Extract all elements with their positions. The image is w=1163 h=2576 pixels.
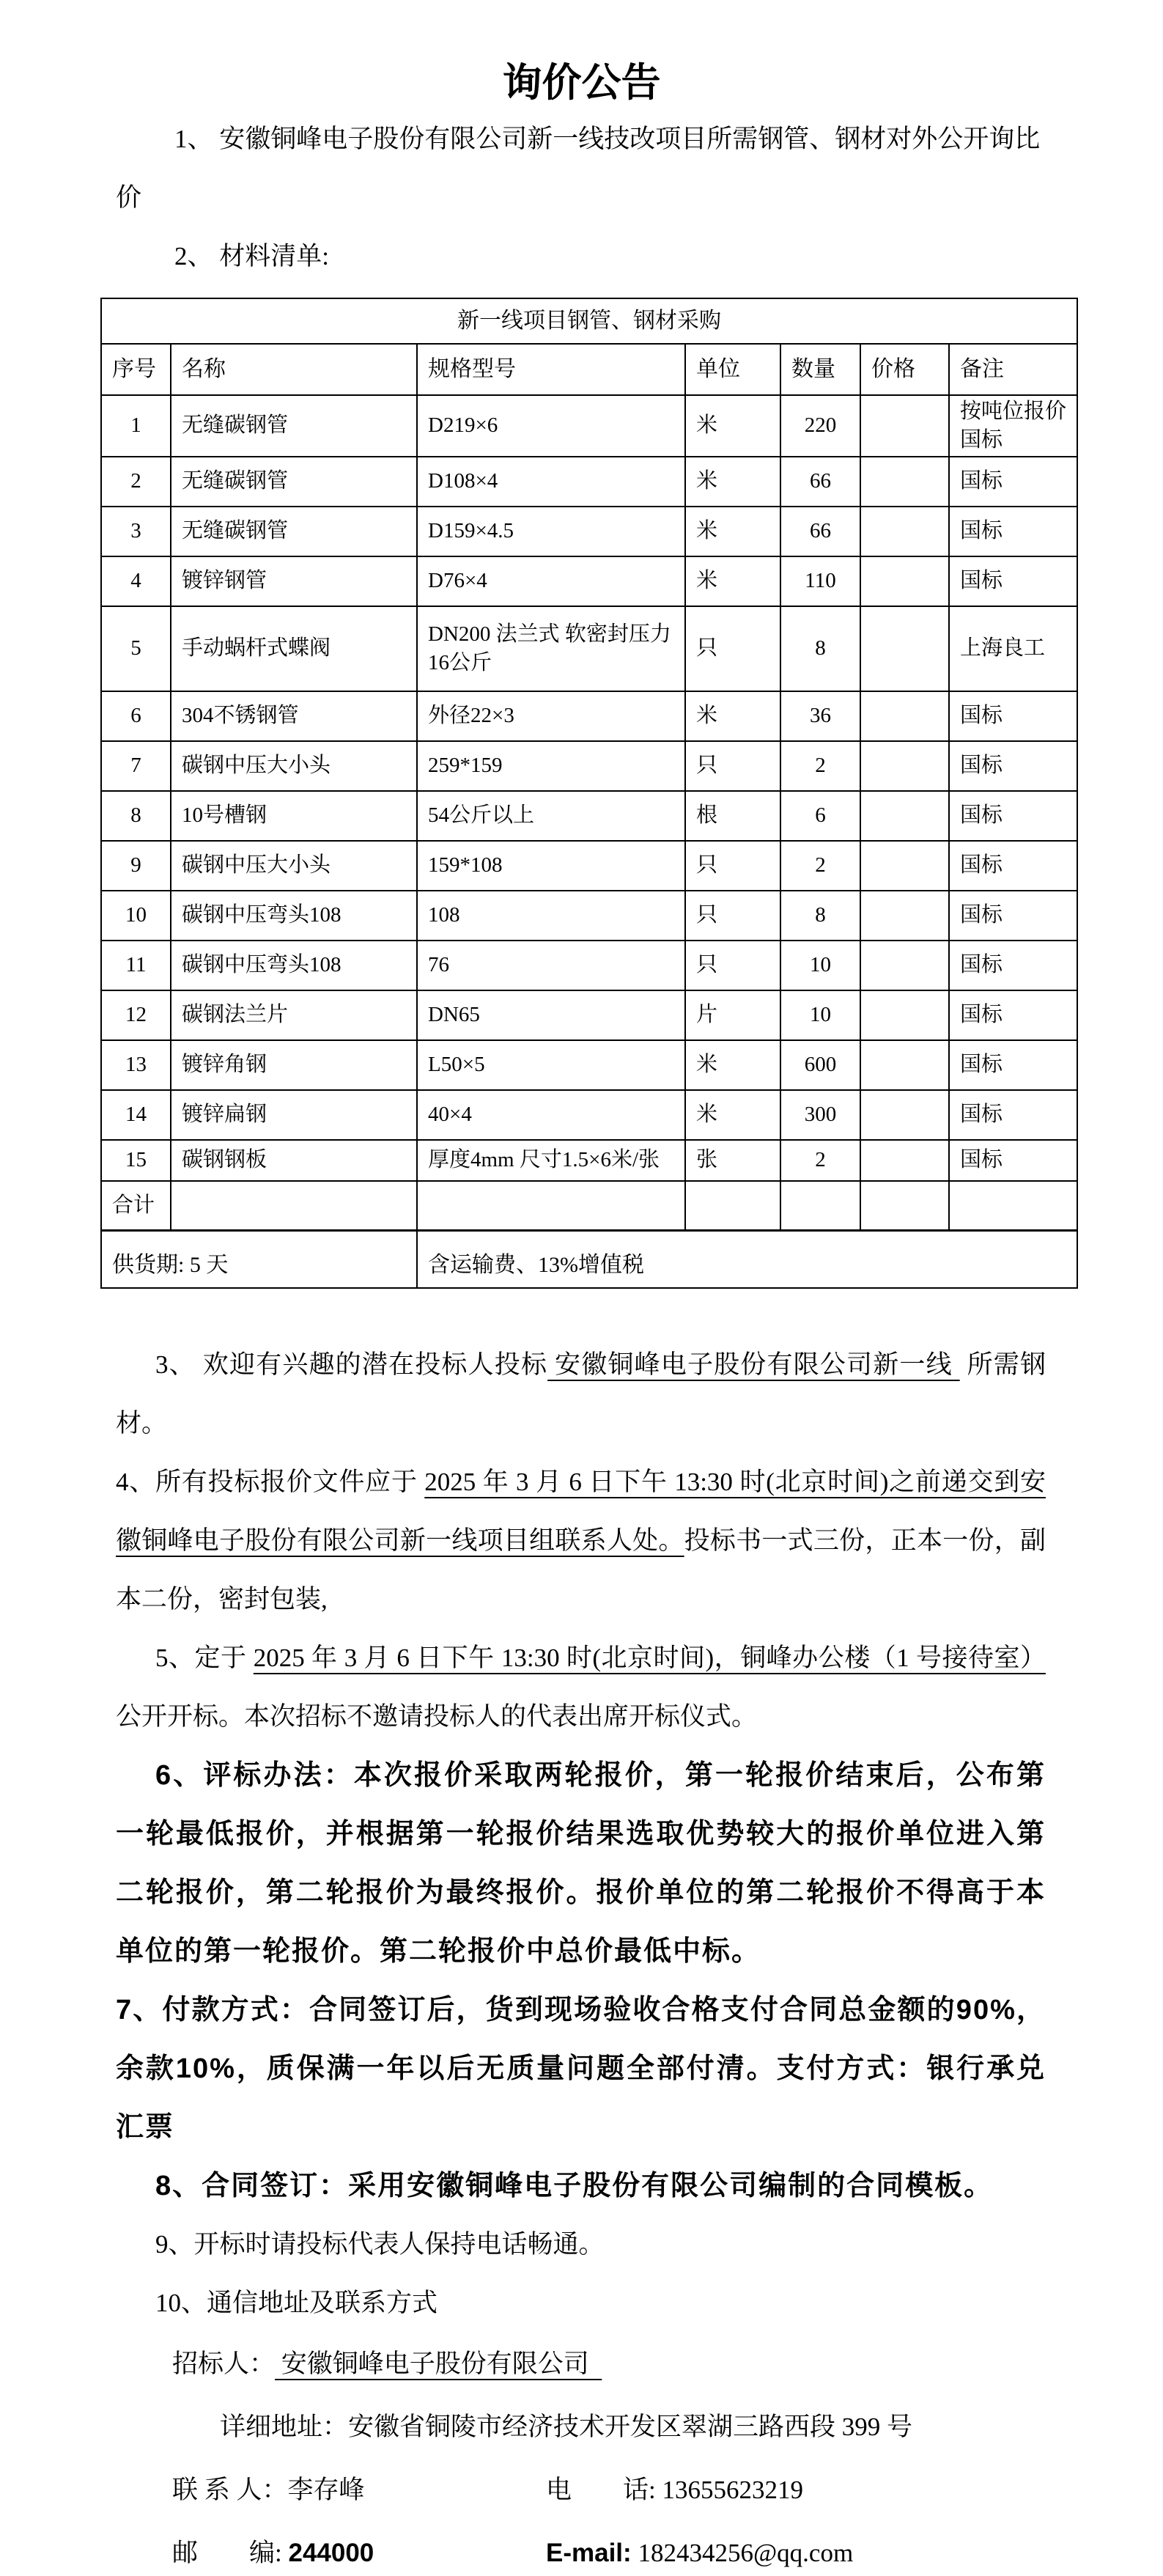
- table-title-row: [101, 298, 1077, 344]
- cell-empty: [171, 1181, 417, 1231]
- table-title: 新一线项目钢管、钢材采购: [101, 298, 1077, 344]
- cell-remark: 国标: [949, 1040, 1077, 1090]
- cell-serial: 13: [101, 1040, 171, 1090]
- header-remark: 备注: [949, 344, 1077, 395]
- cell-qty: 8: [780, 891, 860, 941]
- cell-remark: 国标: [949, 457, 1077, 507]
- cell-qty: 2: [780, 1140, 860, 1181]
- cell-name: 碳钢中压大小头: [171, 741, 417, 791]
- cell-name: 镀锌扁钢: [171, 1090, 417, 1140]
- table-row: [101, 741, 1077, 791]
- cell-name: 碳钢中压大小头: [171, 841, 417, 891]
- cell-name: 304不锈钢管: [171, 691, 417, 741]
- cell-spec: 40×4: [417, 1090, 685, 1140]
- cell-serial: 14: [101, 1090, 171, 1140]
- p3-text-end: 所需钢材。: [116, 1350, 1046, 1438]
- cell-unit: 米: [685, 556, 780, 606]
- cell-price: [860, 556, 949, 606]
- cell-remark: 国标: [949, 1140, 1077, 1181]
- cell-qty: 8: [780, 606, 860, 691]
- header-name: 名称: [171, 344, 417, 395]
- paragraph-5: [116, 1629, 1046, 1746]
- email-label: E-mail:: [546, 2539, 632, 2567]
- header-serial: 序号: [101, 344, 171, 395]
- page-title: 询价公告: [502, 61, 661, 105]
- cell-remark: 国标: [949, 1090, 1077, 1140]
- p5-underlined-opening: 2025 年 3 月 6 日下午 13:30 时(北京时间)，铜峰办公楼（1 号接待室）: [253, 1644, 1046, 1672]
- cell-price: [860, 990, 949, 1040]
- table-row: [101, 841, 1077, 891]
- cell-unit: 米: [685, 691, 780, 741]
- table-row: [101, 556, 1077, 606]
- cell-price: [860, 941, 949, 990]
- cell-serial: 9: [101, 841, 171, 891]
- table-row: [101, 891, 1077, 941]
- cell-spec: 108: [417, 891, 685, 941]
- cell-name: 碳钢法兰片: [171, 990, 417, 1040]
- cell-serial: 3: [101, 507, 171, 556]
- cell-unit: 张: [685, 1140, 780, 1181]
- person-phone-line: [116, 2459, 1046, 2522]
- cell-unit: 只: [685, 891, 780, 941]
- cell-qty: 10: [780, 941, 860, 990]
- cell-empty: [860, 1181, 949, 1231]
- cell-price: [860, 1090, 949, 1140]
- table-footer-row: [101, 1231, 1077, 1289]
- cell-remark: 国标: [949, 507, 1077, 556]
- phone-number: 电 话: 13655623219: [546, 2476, 803, 2504]
- cell-empty: [417, 1181, 685, 1231]
- cell-serial: 10: [101, 891, 171, 941]
- cell-unit: 只: [685, 741, 780, 791]
- bidder-company: 安徽铜峰电子股份有限公司: [275, 2349, 602, 2378]
- cell-name: 无缝碳钢管: [171, 395, 417, 457]
- cell-unit: 米: [685, 1040, 780, 1090]
- cell-unit: 根: [685, 791, 780, 841]
- cell-name: 碳钢中压弯头108: [171, 941, 417, 990]
- table-row: [101, 395, 1077, 457]
- cell-name: 碳钢中压弯头108: [171, 891, 417, 941]
- cell-serial: 7: [101, 741, 171, 791]
- cell-unit: 只: [685, 941, 780, 990]
- table-row: [101, 457, 1077, 507]
- cell-spec: 厚度4mm 尺寸1.5×6米/张: [417, 1140, 685, 1181]
- cell-name: 镀锌钢管: [171, 556, 417, 606]
- cell-spec: D159×4.5: [417, 507, 685, 556]
- paragraph-6: 6、评标办法：本次报价采取两轮报价，第一轮报价结束后，公布第一轮最低报价，并根据第一轮报价结果选取优势较大的报价单位进入第二轮报价，第二轮报价为最终报价。报价单位的第二轮报价不得高于本单位的第一轮报价。第二轮报价中总价最低中标。: [116, 1760, 1046, 1967]
- table-row: [101, 606, 1077, 691]
- cell-price: [860, 606, 949, 691]
- email-item: [546, 2522, 853, 2576]
- p4-text-start: 4、所有投标报价文件应于: [116, 1468, 425, 1496]
- paragraph-8: 8、合同签订：采用安徽铜峰电子股份有限公司编制的合同模板。: [155, 2171, 994, 2201]
- paragraph-7: 7、付款方式：合同签订后，货到现场验收合格支付合同总金额的90%，余款10%，质保满一年以后无质量问题全部付清。支付方式：银行承兑汇票: [116, 1995, 1046, 2143]
- p4-underlined-deadline: 2025 年 3 月 6 日下午 13:30 时(北京时间)之前递交到安徽铜峰电子股份有限公司新一线项目组联系人处。: [116, 1468, 1046, 1555]
- cell-name: 碳钢钢板: [171, 1140, 417, 1181]
- p5-text-start: 5、定于: [155, 1644, 254, 1672]
- cell-qty: 600: [780, 1040, 860, 1090]
- header-qty: 数量: [780, 344, 860, 395]
- table-total-row: [101, 1181, 1077, 1231]
- cell-spec: L50×5: [417, 1040, 685, 1090]
- cell-remark: 国标: [949, 990, 1077, 1040]
- paragraph-10: 10、通信地址及联系方式: [155, 2289, 438, 2317]
- cell-serial: 12: [101, 990, 171, 1040]
- cell-empty: [780, 1181, 860, 1231]
- cell-name: 无缝碳钢管: [171, 457, 417, 507]
- cell-spec: DN65: [417, 990, 685, 1040]
- cell-serial: 2: [101, 457, 171, 507]
- cell-empty: [685, 1181, 780, 1231]
- cell-serial: 15: [101, 1140, 171, 1181]
- cell-qty: 110: [780, 556, 860, 606]
- cell-qty: 2: [780, 841, 860, 891]
- cell-qty: 66: [780, 507, 860, 556]
- paragraph-3: [116, 1336, 1046, 1453]
- cell-spec: 外径22×3: [417, 691, 685, 741]
- cell-serial: 5: [101, 606, 171, 691]
- cell-price: [860, 395, 949, 457]
- cell-remark: 国标: [949, 841, 1077, 891]
- contact-block: [116, 2333, 1046, 2576]
- table-header-row: [101, 344, 1077, 395]
- cell-unit: 米: [685, 507, 780, 556]
- cell-price: [860, 741, 949, 791]
- table-row: [101, 691, 1077, 741]
- cell-remark: 国标: [949, 741, 1077, 791]
- cell-spec: DN200 法兰式 软密封压力16公斤: [417, 606, 685, 691]
- header-price: 价格: [860, 344, 949, 395]
- cell-remark: 国标: [949, 891, 1077, 941]
- table-row: [101, 1040, 1077, 1090]
- cell-price: [860, 507, 949, 556]
- paragraph-9: 9、开标时请投标代表人保持电话畅通。: [155, 2230, 605, 2259]
- cell-unit: 米: [685, 1090, 780, 1140]
- cell-spec: D219×6: [417, 395, 685, 457]
- cell-serial: 11: [101, 941, 171, 990]
- tax-note: 含运输费、13%增值税: [417, 1231, 1077, 1289]
- cell-name: 镀锌角钢: [171, 1040, 417, 1090]
- cell-price: [860, 791, 949, 841]
- supply-period: 供货期: 5 天: [101, 1231, 417, 1289]
- cell-spec: 76: [417, 941, 685, 990]
- cell-spec: 259*159: [417, 741, 685, 791]
- cell-name: 手动蜗杆式蝶阀: [171, 606, 417, 691]
- address-line: 详细地址：安徽省铜陵市经济技术开发区翠湖三路西段 399 号: [220, 2413, 913, 2441]
- cell-price: [860, 1040, 949, 1090]
- cell-price: [860, 691, 949, 741]
- cell-spec: 159*108: [417, 841, 685, 891]
- cell-serial: 1: [101, 395, 171, 457]
- cell-price: [860, 891, 949, 941]
- table-row: [101, 507, 1077, 556]
- header-unit: 单位: [685, 344, 780, 395]
- cell-name: 无缝碳钢管: [171, 507, 417, 556]
- p4-text-end: 投标书一式三份，正本一份，副本二份，密封包装,: [116, 1526, 1046, 1613]
- postal-label: 邮 编:: [172, 2539, 289, 2567]
- postal-email-line: [116, 2522, 1046, 2576]
- cell-unit: 米: [685, 457, 780, 507]
- table-row: [101, 941, 1077, 990]
- cell-spec: D108×4: [417, 457, 685, 507]
- cell-unit: 只: [685, 606, 780, 691]
- cell-serial: 8: [101, 791, 171, 841]
- cell-unit: 米: [685, 395, 780, 457]
- cell-remark: 国标: [949, 791, 1077, 841]
- cell-unit: 片: [685, 990, 780, 1040]
- cell-spec: 54公斤以上: [417, 791, 685, 841]
- email-address: 182434256@qq.com: [631, 2539, 854, 2567]
- table-row: [101, 1140, 1077, 1181]
- postal-code: 244000: [288, 2539, 374, 2567]
- table-row: [101, 1090, 1077, 1140]
- p3-underlined-company: 安徽铜峰电子股份有限公司新一线: [547, 1350, 960, 1379]
- paragraph-1: 1、 安徽铜峰电子股份有限公司新一线技改项目所需钢管、钢材对外公开询比价: [116, 125, 1041, 212]
- cell-price: [860, 457, 949, 507]
- cell-qty: 10: [780, 990, 860, 1040]
- body-paragraphs: [116, 1336, 1046, 2333]
- cell-qty: 300: [780, 1090, 860, 1140]
- contact-person: 联 系 人：李存峰: [172, 2476, 365, 2504]
- paragraph-4: [116, 1453, 1046, 1629]
- header-spec: 规格型号: [417, 344, 685, 395]
- cell-qty: 36: [780, 691, 860, 741]
- materials-table: [100, 298, 1078, 1289]
- cell-qty: 66: [780, 457, 860, 507]
- cell-remark: 按吨位报价 国标: [949, 395, 1077, 457]
- cell-name: 10号槽钢: [171, 791, 417, 841]
- cell-remark: 国标: [949, 941, 1077, 990]
- bidder-line: [116, 2333, 1046, 2396]
- p5-text-end: 公开开标。本次招标不邀请投标人的代表出席开标仪式。: [116, 1702, 758, 1731]
- cell-remark: 上海良工: [949, 606, 1077, 691]
- cell-serial: 6: [101, 691, 171, 741]
- cell-spec: D76×4: [417, 556, 685, 606]
- p3-text-start: 3、 欢迎有兴趣的潜在投标人投标: [155, 1350, 548, 1379]
- paragraph-2: 2、 材料清单:: [174, 242, 329, 271]
- cell-empty: [949, 1181, 1077, 1231]
- cell-remark: 国标: [949, 691, 1077, 741]
- table-row: [101, 990, 1077, 1040]
- cell-qty: 2: [780, 741, 860, 791]
- cell-unit: 只: [685, 841, 780, 891]
- bidder-label: 招标人：: [172, 2349, 276, 2378]
- table-row: [101, 791, 1077, 841]
- cell-price: [860, 841, 949, 891]
- cell-remark: 国标: [949, 556, 1077, 606]
- cell-qty: 6: [780, 791, 860, 841]
- total-label: 合计: [101, 1181, 171, 1231]
- cell-qty: 220: [780, 395, 860, 457]
- cell-price: [860, 1140, 949, 1181]
- cell-serial: 4: [101, 556, 171, 606]
